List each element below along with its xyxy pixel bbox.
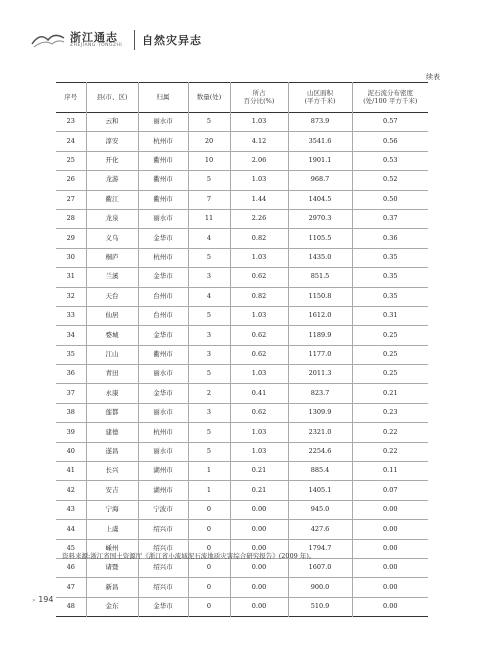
table-cell: 2321.0 bbox=[288, 423, 352, 442]
table-cell: 绍兴市 bbox=[138, 558, 188, 577]
table-cell: 24 bbox=[66, 136, 75, 145]
table-cell: 1177.0 bbox=[288, 345, 352, 364]
table-cell: 杭州市 bbox=[138, 248, 188, 267]
table-cell: 0.00 bbox=[230, 500, 288, 519]
brand-name: 浙江通志 bbox=[70, 31, 118, 44]
table-cell: 0.82 bbox=[230, 229, 288, 248]
table-row bbox=[56, 171, 428, 190]
table-cell: 遂昌 bbox=[86, 442, 138, 461]
table-row bbox=[56, 113, 428, 132]
table-cell: 7 bbox=[188, 190, 230, 209]
table-cell: 968.7 bbox=[288, 171, 352, 190]
table-cell: 淳安 bbox=[86, 132, 138, 151]
table-row bbox=[56, 248, 428, 267]
table-cell: 873.9 bbox=[288, 113, 352, 132]
table-cell: 38 bbox=[66, 408, 75, 417]
table-cell: 0.53 bbox=[352, 151, 428, 170]
page-number-value: 194 bbox=[38, 595, 54, 604]
table-cell: 0.57 bbox=[352, 113, 428, 132]
table-cell: 丽水市 bbox=[138, 113, 188, 132]
table-cell: 45 bbox=[66, 543, 75, 552]
table-cell: 31 bbox=[66, 272, 75, 281]
table-row bbox=[56, 365, 428, 384]
table-cell: 新昌 bbox=[86, 578, 138, 597]
table-cell: 金华市 bbox=[138, 229, 188, 248]
table-cell: 0.21 bbox=[352, 384, 428, 403]
table-cell: 丽水市 bbox=[138, 365, 188, 384]
column-header: 泥石流分布密度 (处/100 平方千米) bbox=[352, 83, 428, 113]
table-cell: 0.25 bbox=[352, 326, 428, 345]
table-cell: 5 bbox=[188, 113, 230, 132]
continued-label: 续表 bbox=[426, 73, 440, 81]
header-divider bbox=[134, 30, 135, 50]
table-cell: 5 bbox=[188, 248, 230, 267]
table-cell: 2.06 bbox=[230, 151, 288, 170]
table-cell: 4.12 bbox=[230, 132, 288, 151]
table-cell: 0.31 bbox=[352, 306, 428, 325]
table-cell: 开化 bbox=[86, 151, 138, 170]
table-cell: 0.11 bbox=[352, 462, 428, 481]
table-cell: 1 bbox=[188, 481, 230, 500]
table-cell: 0.22 bbox=[352, 423, 428, 442]
page-number bbox=[32, 595, 54, 604]
table-cell: 江山 bbox=[86, 345, 138, 364]
table-cell: 0.07 bbox=[352, 481, 428, 500]
table-cell: 2254.6 bbox=[288, 442, 352, 461]
table-cell: 5 bbox=[188, 365, 230, 384]
page-marker-icon: » bbox=[32, 597, 36, 604]
table-cell: 青田 bbox=[86, 365, 138, 384]
table-cell: 0.52 bbox=[352, 171, 428, 190]
table-cell: 1189.9 bbox=[288, 326, 352, 345]
table-cell: 龙游 bbox=[86, 171, 138, 190]
table-cell: 台州市 bbox=[138, 306, 188, 325]
table-cell: 5 bbox=[188, 423, 230, 442]
table-cell: 0.21 bbox=[230, 462, 288, 481]
table-cell: 36 bbox=[66, 369, 75, 378]
table-cell: 绍兴市 bbox=[138, 539, 188, 558]
table-header-row bbox=[56, 83, 428, 113]
table-cell: 823.7 bbox=[288, 384, 352, 403]
table-row bbox=[56, 345, 428, 364]
table-cell: 2011.3 bbox=[288, 365, 352, 384]
table-cell: 1901.1 bbox=[288, 151, 352, 170]
table-cell: 10 bbox=[188, 151, 230, 170]
table-cell: 34 bbox=[66, 330, 75, 339]
table-cell: 0.00 bbox=[352, 578, 428, 597]
table-cell: 1794.7 bbox=[288, 539, 352, 558]
table-cell: 湖州市 bbox=[138, 481, 188, 500]
table-cell: 金华市 bbox=[138, 597, 188, 616]
table-cell: 47 bbox=[66, 582, 75, 591]
table-row bbox=[56, 326, 428, 345]
table-cell: 4 bbox=[188, 287, 230, 306]
table-cell: 37 bbox=[66, 388, 75, 397]
table-cell: 台州市 bbox=[138, 287, 188, 306]
table-cell: 0.62 bbox=[230, 345, 288, 364]
table-cell: 0.36 bbox=[352, 229, 428, 248]
table-cell: 1.03 bbox=[230, 442, 288, 461]
table-cell: 5 bbox=[188, 306, 230, 325]
table-row bbox=[56, 462, 428, 481]
table-cell: 长兴 bbox=[86, 462, 138, 481]
table-cell: 28 bbox=[66, 214, 75, 223]
table-cell: 诸暨 bbox=[86, 558, 138, 577]
table-cell: 5 bbox=[188, 171, 230, 190]
table-cell: 安吉 bbox=[86, 481, 138, 500]
table-cell: 2 bbox=[188, 384, 230, 403]
table-body bbox=[56, 113, 428, 617]
table-cell: 851.5 bbox=[288, 268, 352, 287]
table-cell: 0.21 bbox=[230, 481, 288, 500]
table-cell: 天台 bbox=[86, 287, 138, 306]
table-cell: 3 bbox=[188, 345, 230, 364]
table-cell: 945.0 bbox=[288, 500, 352, 519]
table-cell: 0.22 bbox=[352, 442, 428, 461]
table-cell: 1404.5 bbox=[288, 190, 352, 209]
table-cell: 0.35 bbox=[352, 248, 428, 267]
table-cell: 金东 bbox=[86, 597, 138, 616]
table-cell: 0.35 bbox=[352, 268, 428, 287]
table-cell: 25 bbox=[66, 156, 75, 165]
table-cell: 龙泉 bbox=[86, 209, 138, 228]
table-cell: 1150.8 bbox=[288, 287, 352, 306]
table-cell: 900.0 bbox=[288, 578, 352, 597]
book-title: 自然灾异志 bbox=[142, 34, 202, 47]
column-header: 数量(处) bbox=[188, 83, 230, 113]
table-cell: 32 bbox=[66, 291, 75, 300]
table-cell: 0.35 bbox=[352, 287, 428, 306]
table-cell: 0.00 bbox=[230, 597, 288, 616]
table-cell: 嵊州 bbox=[86, 539, 138, 558]
table-cell: 0.00 bbox=[352, 500, 428, 519]
table-cell: 1.03 bbox=[230, 423, 288, 442]
table-cell: 建德 bbox=[86, 423, 138, 442]
table-cell: 26 bbox=[66, 175, 75, 184]
table-row bbox=[56, 151, 428, 170]
table-cell: 云和 bbox=[86, 113, 138, 132]
table-row bbox=[56, 268, 428, 287]
table-cell: 1405.1 bbox=[288, 481, 352, 500]
table-cell: 衢江 bbox=[86, 190, 138, 209]
column-header: 所占 百分比(%) bbox=[230, 83, 288, 113]
table-cell: 30 bbox=[66, 253, 75, 262]
table-row bbox=[56, 500, 428, 519]
table-cell: 仙居 bbox=[86, 306, 138, 325]
table-row bbox=[56, 481, 428, 500]
table-cell: 0.41 bbox=[230, 384, 288, 403]
table-cell: 1435.0 bbox=[288, 248, 352, 267]
table-cell: 23 bbox=[66, 117, 75, 126]
table-cell: 0.00 bbox=[230, 558, 288, 577]
table-cell: 桐庐 bbox=[86, 248, 138, 267]
table-row bbox=[56, 423, 428, 442]
table-cell: 0.00 bbox=[352, 539, 428, 558]
table-cell: 0.00 bbox=[352, 558, 428, 577]
table-cell: 2.26 bbox=[230, 209, 288, 228]
table-cell: 33 bbox=[66, 311, 75, 320]
table-cell: 0.62 bbox=[230, 268, 288, 287]
table-cell: 2970.3 bbox=[288, 209, 352, 228]
table-cell: 3 bbox=[188, 326, 230, 345]
table-cell: 0.00 bbox=[352, 597, 428, 616]
table-row bbox=[56, 520, 428, 539]
table-row bbox=[56, 403, 428, 422]
table-cell: 885.4 bbox=[288, 462, 352, 481]
table-cell: 1.03 bbox=[230, 113, 288, 132]
table-cell: 金华市 bbox=[138, 326, 188, 345]
table-cell: 0 bbox=[188, 597, 230, 616]
table-cell: 42 bbox=[66, 485, 75, 494]
table-cell: 27 bbox=[66, 194, 75, 203]
table-cell: 丽水市 bbox=[138, 442, 188, 461]
table-cell: 兰溪 bbox=[86, 268, 138, 287]
table-cell: 46 bbox=[66, 563, 75, 572]
table-cell: 丽水市 bbox=[138, 209, 188, 228]
table-cell: 0.82 bbox=[230, 287, 288, 306]
table-cell: 湖州市 bbox=[138, 462, 188, 481]
table-cell: 宁海 bbox=[86, 500, 138, 519]
table-cell: 48 bbox=[66, 602, 75, 611]
table-row bbox=[56, 578, 428, 597]
table-cell: 宁波市 bbox=[138, 500, 188, 519]
table-cell: 0 bbox=[188, 500, 230, 519]
table-cell: 3 bbox=[188, 268, 230, 287]
table-cell: 永康 bbox=[86, 384, 138, 403]
table-cell: 衢州市 bbox=[138, 171, 188, 190]
table-cell: 1.03 bbox=[230, 171, 288, 190]
table-cell: 衢州市 bbox=[138, 151, 188, 170]
table-cell: 0.50 bbox=[352, 190, 428, 209]
column-header: 序号 bbox=[64, 92, 78, 101]
zhejiang-tongzhi-logo-icon bbox=[30, 28, 66, 50]
brand-subtitle: ZHEJIANG TONGZHI bbox=[70, 43, 123, 48]
table-cell: 0.23 bbox=[352, 403, 428, 422]
table-cell: 1105.5 bbox=[288, 229, 352, 248]
table-cell: 40 bbox=[66, 446, 75, 455]
table-row bbox=[56, 597, 428, 616]
table-cell: 0.00 bbox=[230, 578, 288, 597]
table-cell: 0.00 bbox=[230, 520, 288, 539]
table-cell: 39 bbox=[66, 427, 75, 436]
table-cell: 婺城 bbox=[86, 326, 138, 345]
table-row bbox=[56, 442, 428, 461]
table-cell: 5 bbox=[188, 442, 230, 461]
table-cell: 44 bbox=[66, 524, 75, 533]
table-row bbox=[56, 306, 428, 325]
table-cell: 杭州市 bbox=[138, 132, 188, 151]
table-cell: 0.25 bbox=[352, 365, 428, 384]
table-cell: 1309.9 bbox=[288, 403, 352, 422]
table-cell: 金华市 bbox=[138, 268, 188, 287]
table-cell: 20 bbox=[188, 132, 230, 151]
table-cell: 1612.0 bbox=[288, 306, 352, 325]
table-cell: 1607.0 bbox=[288, 558, 352, 577]
table-cell: 莲都 bbox=[86, 403, 138, 422]
table-cell: 0.00 bbox=[352, 520, 428, 539]
table-cell: 510.9 bbox=[288, 597, 352, 616]
table-cell: 0.37 bbox=[352, 209, 428, 228]
table-cell: 绍兴市 bbox=[138, 520, 188, 539]
table-row bbox=[56, 558, 428, 577]
table-cell: 丽水市 bbox=[138, 403, 188, 422]
table-cell: 0 bbox=[188, 520, 230, 539]
table-cell: 29 bbox=[66, 233, 75, 242]
table-row bbox=[56, 209, 428, 228]
column-header: 山区面积 (平方千米) bbox=[288, 83, 352, 113]
table-cell: 0 bbox=[188, 539, 230, 558]
page-header bbox=[30, 28, 450, 56]
table-row bbox=[56, 132, 428, 151]
table-cell: 3 bbox=[188, 403, 230, 422]
debris-flow-density-table bbox=[56, 82, 428, 617]
table-row bbox=[56, 384, 428, 403]
table-cell: 35 bbox=[66, 349, 75, 358]
table-cell: 0 bbox=[188, 558, 230, 577]
table-cell: 1 bbox=[188, 462, 230, 481]
table-cell: 11 bbox=[188, 209, 230, 228]
table-cell: 41 bbox=[66, 466, 75, 475]
table-cell: 3541.6 bbox=[288, 132, 352, 151]
table-cell: 上虞 bbox=[86, 520, 138, 539]
table-cell: 1.03 bbox=[230, 365, 288, 384]
source-note: 资料来源:浙江省国土资源厅《浙江省小流域泥石流地质灾害综合研究报告》(2009 年)。 bbox=[62, 552, 316, 560]
table-cell: 0.56 bbox=[352, 132, 428, 151]
table-row bbox=[56, 287, 428, 306]
table-cell: 衢州市 bbox=[138, 190, 188, 209]
table-row bbox=[56, 190, 428, 209]
table-cell: 0 bbox=[188, 578, 230, 597]
table-row bbox=[56, 229, 428, 248]
table-cell: 杭州市 bbox=[138, 423, 188, 442]
table-cell: 1.03 bbox=[230, 248, 288, 267]
table-cell: 427.6 bbox=[288, 520, 352, 539]
table-cell: 4 bbox=[188, 229, 230, 248]
table-cell: 0.25 bbox=[352, 345, 428, 364]
table-cell: 43 bbox=[66, 505, 75, 514]
table-cell: 金华市 bbox=[138, 384, 188, 403]
table-cell: 1.44 bbox=[230, 190, 288, 209]
table-cell: 0.00 bbox=[230, 539, 288, 558]
table-cell: 衢州市 bbox=[138, 345, 188, 364]
table-cell: 绍兴市 bbox=[138, 578, 188, 597]
table-cell: 0.62 bbox=[230, 326, 288, 345]
table-cell: 1.03 bbox=[230, 306, 288, 325]
table-cell: 0.62 bbox=[230, 403, 288, 422]
column-header: 归属 bbox=[138, 83, 188, 113]
column-header: 县(市、区) bbox=[86, 83, 138, 113]
table-cell: 义乌 bbox=[86, 229, 138, 248]
